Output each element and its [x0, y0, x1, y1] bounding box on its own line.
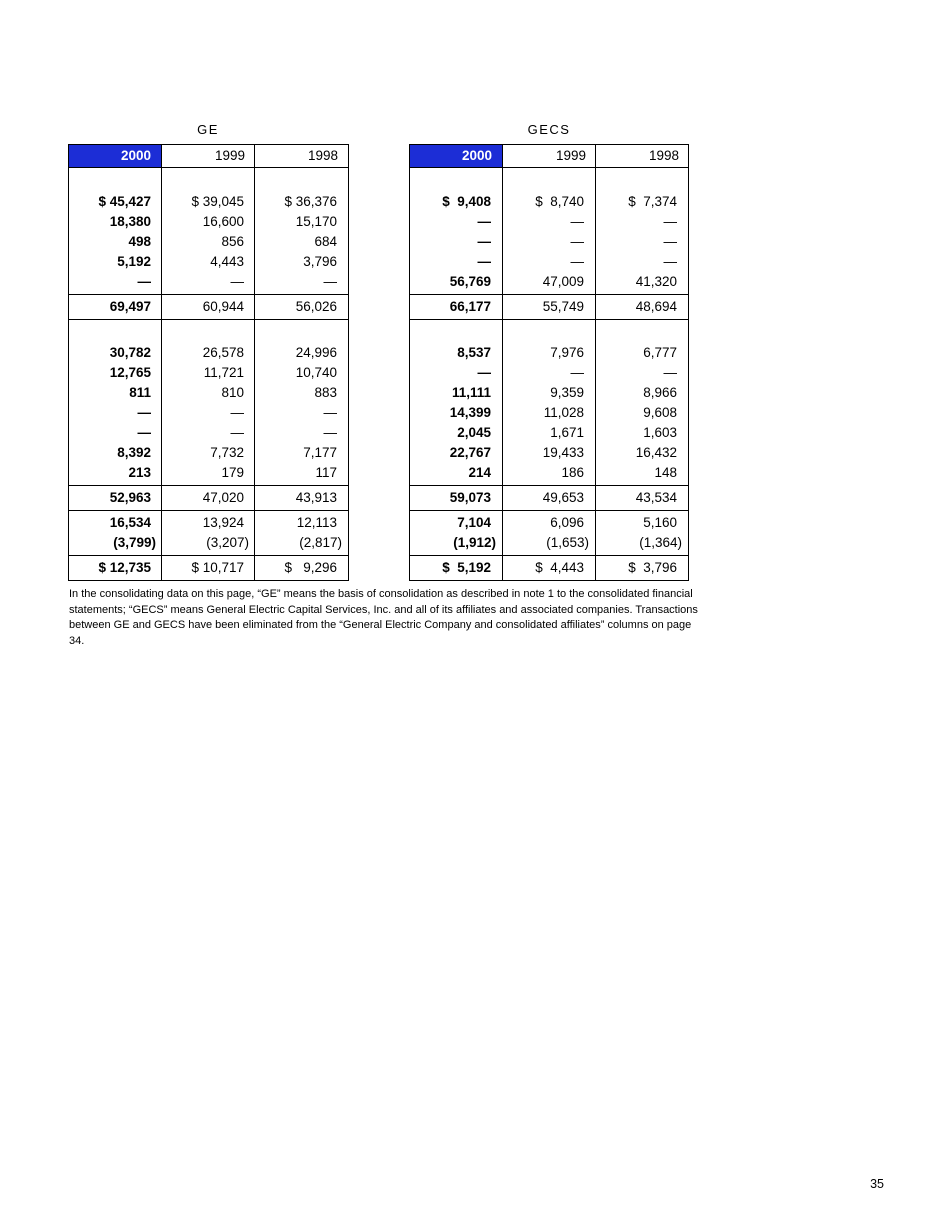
table-row: [0, 463, 950, 483]
cell-ge-1999: 16,600: [202, 214, 244, 229]
gecs-year-1999-header: 1999: [555, 148, 586, 163]
table-row: [0, 272, 950, 292]
cell-gecs-1999: 11,028: [543, 405, 584, 420]
table-row: [0, 343, 950, 363]
table-row: [0, 192, 950, 212]
footnote: In the consolidating data on this page, “GE” means the basis of consolidation as described in note 1 to the consolidated financial statements; “GECS” means General Electric Capital Services, Inc. and all of its affiliates and associated companies. Transactions between GE and GECS have been eliminated from the “General Electric Company and consolidated affiliates” columns on page 34.: [69, 588, 698, 648]
cell-gecs-1999: —: [570, 234, 584, 249]
cell-ge-1999: $ 39,045: [191, 194, 244, 209]
cell-ge-1998: 15,170: [295, 214, 337, 229]
cell-ge-2000: (3,799): [113, 535, 156, 550]
cell-ge-2000: $ 12,735: [98, 560, 151, 575]
cell-gecs-1998: 1,603: [643, 425, 677, 440]
cell-ge-2000: 52,963: [109, 490, 151, 505]
cell-gecs-1998: 48,694: [635, 299, 677, 314]
cell-gecs-1998: —: [663, 214, 677, 229]
cell-gecs-1998: 148: [654, 465, 677, 480]
cell-gecs-2000: —: [477, 214, 491, 229]
cell-ge-2000: 30,782: [109, 345, 151, 360]
table-row-subtotal: [0, 297, 950, 317]
cell-gecs-1998: —: [663, 254, 677, 269]
cell-gecs-1998: (1,364): [639, 535, 682, 550]
cell-ge-2000: 498: [128, 234, 151, 249]
table-row: [0, 533, 950, 553]
cell-ge-1998: (2,817): [299, 535, 342, 550]
cell-gecs-2000: —: [477, 234, 491, 249]
cell-gecs-2000: 11,111: [451, 385, 491, 400]
table-row-total: [0, 558, 950, 578]
cell-gecs-1998: 41,320: [635, 274, 677, 289]
cell-ge-1999: 13,924: [202, 515, 244, 530]
cell-gecs-1999: 55,749: [542, 299, 584, 314]
cell-ge-1999: 856: [221, 234, 244, 249]
cell-gecs-1999: 186: [561, 465, 584, 480]
cell-ge-1998: 3,796: [303, 254, 337, 269]
cell-gecs-2000: 22,767: [449, 445, 491, 460]
cell-gecs-2000: 56,769: [449, 274, 491, 289]
cell-ge-1998: 24,996: [295, 345, 337, 360]
cell-gecs-1999: 9,359: [550, 385, 584, 400]
cell-gecs-1999: (1,653): [546, 535, 589, 550]
table-row: [0, 443, 950, 463]
cell-gecs-1998: 5,160: [643, 515, 677, 530]
cell-ge-1998: 684: [314, 234, 337, 249]
cell-gecs-1998: 16,432: [635, 445, 677, 460]
cell-gecs-1999: $ 8,740: [535, 194, 584, 209]
cell-ge-1999: 26,578: [202, 345, 244, 360]
cell-ge-1999: (3,207): [206, 535, 249, 550]
table-row: [0, 403, 950, 423]
cell-gecs-2000: —: [477, 365, 491, 380]
cell-ge-1998: 10,740: [295, 365, 337, 380]
cell-ge-1998: —: [323, 405, 337, 420]
cell-ge-1999: 810: [221, 385, 244, 400]
cell-gecs-2000: $ 5,192: [442, 560, 491, 575]
cell-ge-2000: $ 45,427: [98, 194, 151, 209]
cell-ge-1998: $ 36,376: [284, 194, 337, 209]
cell-gecs-2000: $ 9,408: [442, 194, 491, 209]
table-row-subtotal: [0, 488, 950, 508]
ge-year-1998-header: 1998: [307, 148, 338, 163]
cell-gecs-1998: 6,777: [643, 345, 677, 360]
cell-gecs-1999: 19,433: [542, 445, 584, 460]
cell-gecs-1998: $ 3,796: [628, 560, 677, 575]
gecs-column-group-header: GECS: [527, 122, 571, 137]
cell-ge-1999: $ 10,717: [191, 560, 244, 575]
cell-gecs-1999: 7,976: [550, 345, 584, 360]
cell-gecs-1999: —: [570, 214, 584, 229]
cell-ge-1999: 7,732: [210, 445, 244, 460]
cell-gecs-1999: —: [570, 254, 584, 269]
cell-ge-1999: 60,944: [202, 299, 244, 314]
cell-ge-1998: —: [323, 274, 337, 289]
cell-gecs-1998: —: [663, 365, 677, 380]
cell-gecs-1998: 8,966: [643, 385, 677, 400]
cell-ge-1998: —: [323, 425, 337, 440]
table-row: [0, 232, 950, 252]
cell-gecs-2000: 2,045: [457, 425, 491, 440]
table-row: [0, 383, 950, 403]
cell-gecs-1999: 1,671: [550, 425, 584, 440]
ge-column-group-header: GE: [197, 122, 219, 137]
cell-gecs-1998: 9,608: [643, 405, 677, 420]
gecs-year-1998-header: 1998: [648, 148, 679, 163]
cell-ge-2000: 69,497: [109, 299, 151, 314]
cell-ge-2000: 16,534: [109, 515, 151, 530]
cell-gecs-2000: —: [477, 254, 491, 269]
cell-gecs-1999: —: [570, 365, 584, 380]
cell-ge-1998: 883: [314, 385, 337, 400]
cell-gecs-1999: 49,653: [542, 490, 584, 505]
cell-gecs-1998: —: [663, 234, 677, 249]
cell-gecs-1998: $ 7,374: [628, 194, 677, 209]
ge-year-1999-header: 1999: [214, 148, 245, 163]
cell-ge-1998: 7,177: [303, 445, 337, 460]
cell-ge-1999: 179: [221, 465, 244, 480]
cell-ge-1998: 117: [315, 465, 337, 480]
cell-gecs-1999: $ 4,443: [535, 560, 584, 575]
cell-gecs-2000: (1,912): [453, 535, 496, 550]
ge-year-2000-header: 2000: [69, 145, 161, 167]
cell-ge-1999: 47,020: [202, 490, 244, 505]
cell-ge-2000: 8,392: [117, 445, 151, 460]
table-row: [0, 423, 950, 443]
cell-gecs-2000: 59,073: [449, 490, 491, 505]
cell-gecs-2000: 66,177: [449, 299, 491, 314]
cell-ge-1998: 56,026: [295, 299, 337, 314]
cell-ge-1998: 43,913: [295, 490, 337, 505]
cell-ge-2000: 213: [128, 465, 151, 480]
cell-ge-2000: 811: [129, 385, 151, 400]
table-row: [0, 252, 950, 272]
cell-gecs-2000: 8,537: [457, 345, 491, 360]
cell-ge-2000: 18,380: [109, 214, 151, 229]
cell-ge-1998: 12,113: [296, 515, 337, 530]
cell-ge-1999: —: [230, 425, 244, 440]
cell-ge-1999: —: [230, 405, 244, 420]
cell-ge-1999: 11,721: [203, 365, 244, 380]
cell-ge-1999: 4,443: [210, 254, 244, 269]
table-row: [0, 513, 950, 533]
cell-gecs-1999: 6,096: [550, 515, 584, 530]
cell-ge-2000: —: [137, 274, 151, 289]
gecs-year-2000-header: 2000: [410, 145, 502, 167]
cell-gecs-2000: 14,399: [449, 405, 491, 420]
cell-ge-2000: —: [137, 405, 151, 420]
cell-gecs-1998: 43,534: [635, 490, 677, 505]
table-row: [0, 212, 950, 232]
cell-gecs-1999: 47,009: [542, 274, 584, 289]
cell-ge-2000: —: [137, 425, 151, 440]
cell-gecs-2000: 7,104: [457, 515, 491, 530]
cell-ge-2000: 12,765: [109, 365, 151, 380]
cell-gecs-2000: 214: [468, 465, 491, 480]
table-row: [0, 363, 950, 383]
cell-ge-1998: $ 9,296: [284, 560, 337, 575]
page-number: 35: [870, 1177, 884, 1191]
cell-ge-2000: 5,192: [117, 254, 151, 269]
cell-ge-1999: —: [230, 274, 244, 289]
